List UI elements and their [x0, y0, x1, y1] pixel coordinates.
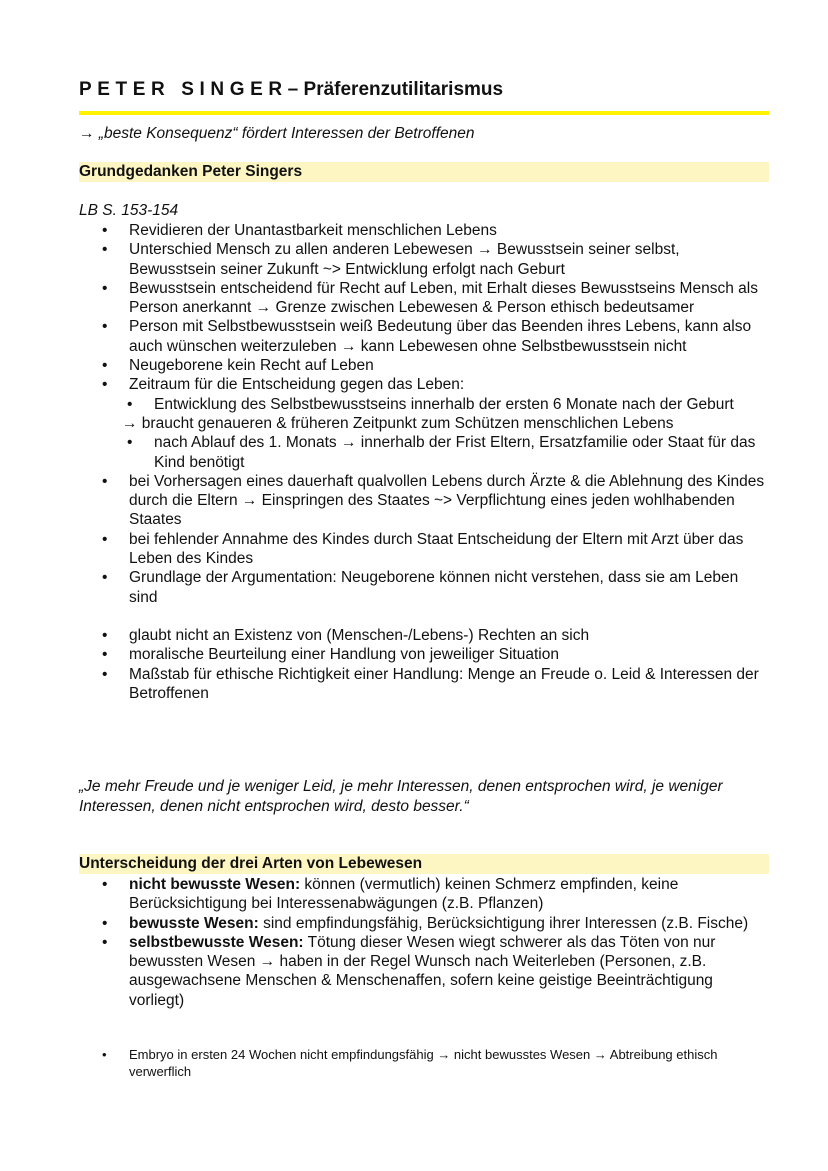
singer-quote: „Je mehr Freude und je weniger Leid, je mehr Interessen, denen entsprochen wird, je weniger Interessen, denen nicht entsprochen wird, desto besser.“	[79, 778, 723, 815]
list-item: • Grundlage der Argumentation: Neugeborene können nicht verstehen, dass sie am Leben sind	[79, 568, 769, 607]
textbook-reference: LB S. 153-154	[79, 202, 179, 219]
list-item: • Bewusstsein entscheidend für Recht auf Leben, mit Erhalt dieses Bewusstseins Mensch als Person anerkannt → Grenze zwischen Lebewesen & Person ethisch bedeutsamer	[79, 279, 769, 318]
grundgedanken-list	[79, 221, 769, 703]
list-item: • Maßstab für ethische Richtigkeit einer Handlung: Menge an Freude o. Leid & Interessen der Betroffenen	[79, 665, 769, 704]
embryo-note-list	[79, 1046, 769, 1080]
list-item: • Revidieren der Unantastbarkeit menschlichen Lebens	[79, 221, 769, 240]
sub-list-item: • nach Ablauf des 1. Monats → innerhalb der Frist Eltern, Ersatzfamilie oder Staat für das Kind benötigt	[79, 433, 769, 472]
title-underline	[79, 111, 769, 115]
intro-line: → „beste Konsequenz“ fördert Interessen der Betroffenen	[79, 125, 475, 142]
term: nicht bewusste Wesen:	[129, 876, 301, 893]
term-description: können (vermutlich) keinen Schmerz empfinden, keine Berücksichtigung bei Interessenabwägungen (z.B. Pflanzen)	[129, 876, 679, 913]
list-item	[79, 914, 769, 933]
list-item	[79, 933, 769, 1010]
sub-list-item: • Entwicklung des Selbstbewusstseins innerhalb der ersten 6 Monate nach der Geburt	[79, 395, 769, 414]
term: selbstbewusste Wesen:	[129, 933, 304, 951]
arrow-note: → braucht genaueren & früheren Zeitpunkt zum Schützen menschlichen Lebens	[122, 414, 674, 432]
term: bewusste Wesen:	[129, 914, 259, 932]
title-subtitle: – Präferenzutilitarismus	[287, 79, 504, 100]
list-item: • bei Vorhersagen eines dauerhaft qualvollen Lebens durch Ärzte & die Ablehnung des Kindes durch die Eltern → Einspringen des Staates ~> Verpflichtung eines jeden wohlhabenden Staates	[79, 472, 769, 530]
list-item: • Neugeborene kein Recht auf Leben	[79, 356, 769, 375]
title-name: PETER SINGER	[79, 79, 288, 100]
lebewesen-list	[79, 875, 769, 1010]
list-item: • Person mit Selbstbewusstsein weiß Bedeutung über das Beenden ihres Lebens, kann also auch wünschen weiterzuleben → kann Lebewesen ohne Selbstbewusstsein nicht	[79, 317, 769, 356]
section-title-grundgedanken: Grundgedanken Peter Singers	[79, 163, 303, 180]
list-item	[79, 875, 769, 914]
term-description: sind empfindungsfähig, Berücksichtigung ihrer Interessen (z.B. Fische)	[258, 914, 749, 932]
list-item: • glaubt nicht an Existenz von (Menschen-/Lebens-) Rechten an sich	[79, 626, 769, 645]
term-description: Tötung dieser Wesen wiegt schwerer als das Töten von nur bewussten Wesen → haben in der Regel Wunsch nach Weiterleben (Personen, z.B. ausgewachsene Menschen & Menschenaffen, sofern keine geistige Beeinträchtigung vorliegt)	[129, 933, 716, 1009]
section-title-lebewesen: Unterscheidung der drei Arten von Lebewesen	[79, 855, 423, 872]
list-item: • Zeitraum für die Entscheidung gegen das Leben:	[79, 375, 769, 394]
list-item: • Embryo in ersten 24 Wochen nicht empfindungsfähig → nicht bewusstes Wesen → Abtreibung ethisch verwerflich	[79, 1046, 769, 1080]
list-item: • moralische Beurteilung einer Handlung von jeweiliger Situation	[79, 645, 769, 664]
list-item: • Unterschied Mensch zu allen anderen Lebewesen → Bewusstsein seiner selbst, Bewusstsein seiner Zukunft ~> Entwicklung erfolgt nach Geburt	[79, 240, 769, 279]
list-item: • bei fehlender Annahme des Kindes durch Staat Entscheidung der Eltern mit Arzt über das Leben des Kindes	[79, 530, 769, 569]
page-title	[79, 78, 769, 102]
